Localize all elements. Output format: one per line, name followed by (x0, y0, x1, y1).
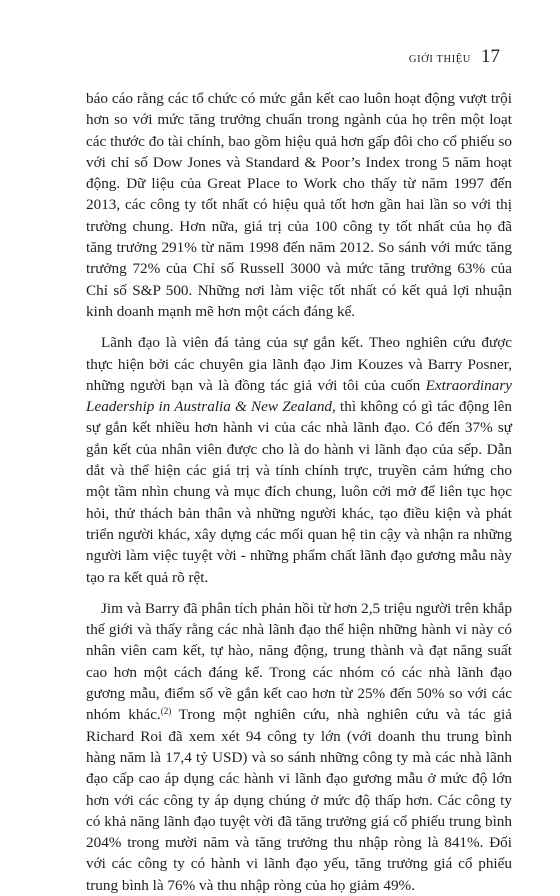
paragraph-2-text-a: Lãnh đạo là viên đá tảng của sự gắn kết. Theo nghiên cứu được thực hiện bởi các chuyên gia lãnh đạo Jim Kouzes và Barry Posner, những người bạn và là đồng tác giả với tôi của cuốn (86, 334, 512, 394)
paragraph-3-text-b: Trong một nghiên cứu, nhà nghiên cứu và tác giả Richard Roi đã xem xét 94 công ty lớn (với doanh thu trung bình hàng năm là 17,4 tỷ USD) và so sánh những công ty mà các nhà lãnh đạo cấp cao áp dụng các hành vi lãnh đạo gương mẫu ở mức độ lớn hơn với các công ty áp dụng chúng ở mức độ thấp hơn. Các công ty có khả năng lãnh đạo tuyệt vời đã tăng trưởng giá cổ phiếu trung bình 204% trong mười năm và tăng trưởng thu nhập ròng là 841%. Đối với các công ty có hành vi lãnh đạo yếu, tăng trưởng giá cổ phiếu trung bình là 76% và thu nhập ròng của họ giảm 49%. (86, 706, 512, 894)
running-header (409, 46, 500, 68)
paragraph-3 (86, 598, 512, 896)
section-title: GIỚI THIỆU (408, 54, 471, 65)
paragraph-3-text-a: Jim và Barry đã phân tích phản hồi từ hơn 2,5 triệu người trên khắp thế giới và thấy rằng các nhà lãnh đạo thể hiện những hành vi này có nhân viên cam kết, tự hào, năng động, trung thành và đạt năng suất cao hơn một cách đáng kể. Trong các nhóm có các nhà lãnh đạo gương mẫu, điểm số về gắn kết cao hơn từ 25% đến 50% so với các nhóm khác. (86, 599, 512, 724)
paragraph-2-text-b: , thì không có gì tác động lên sự gắn kết nhiều hơn hành vi của các nhà lãnh đạo. Có đến 37% sự gắn kết của nhân viên được cho là do hành vi lãnh đạo của sếp. Dẫn dắt và thể hiện các giá trị và tính chính trực, truyền cảm hứng cho một tầm nhìn chung và mục đích chung, luôn cởi mở để liên tục học hỏi, thử thách bản thân và những người khác, tạo điều kiện và phát triển người khác, xây dựng các mối quan hệ tin cậy và nhận ra những người làm việc tuyệt vời - những phẩm chất lãnh đạo gương mẫu này tạo ra kết quả rõ rệt. (86, 398, 512, 586)
paragraph-1: báo cáo rằng các tổ chức có mức gắn kết cao luôn hoạt động vượt trội hơn so với mức tăng trưởng chuẩn trong ngành của họ trên một loạt các thước đo tài chính, bao gồm hiệu quả hơn gấp đôi cho cổ phiếu so với chỉ số Dow Jones và Standard & Poor’s Index trong 5 năm hoạt động. Dữ liệu của Great Place to Work cho thấy từ năm 1997 đến 2013, các công ty tốt nhất có hiệu quả tốt hơn gần hai lần so với thị trường chung. Hơn nữa, giá trị của 100 công ty tốt nhất của họ đã tăng trưởng 291% từ năm 1998 đến năm 2012. So sánh với mức tăng trưởng 72% của Chỉ số Russell 3000 và mức tăng trưởng 63% của Chỉ số S&P 500. Những nơi làm việc tốt nhất có kết quả lợi nhuận kinh doanh mạnh mẽ hơn một cách đáng kể. (86, 90, 512, 320)
page-number: 17 (481, 46, 500, 67)
body-text (86, 88, 512, 896)
book-title: Extraordinary Leadership in Australia & New Zealand (86, 376, 512, 416)
paragraph-2 (86, 332, 512, 588)
footnote-marker: (2) (160, 706, 172, 717)
